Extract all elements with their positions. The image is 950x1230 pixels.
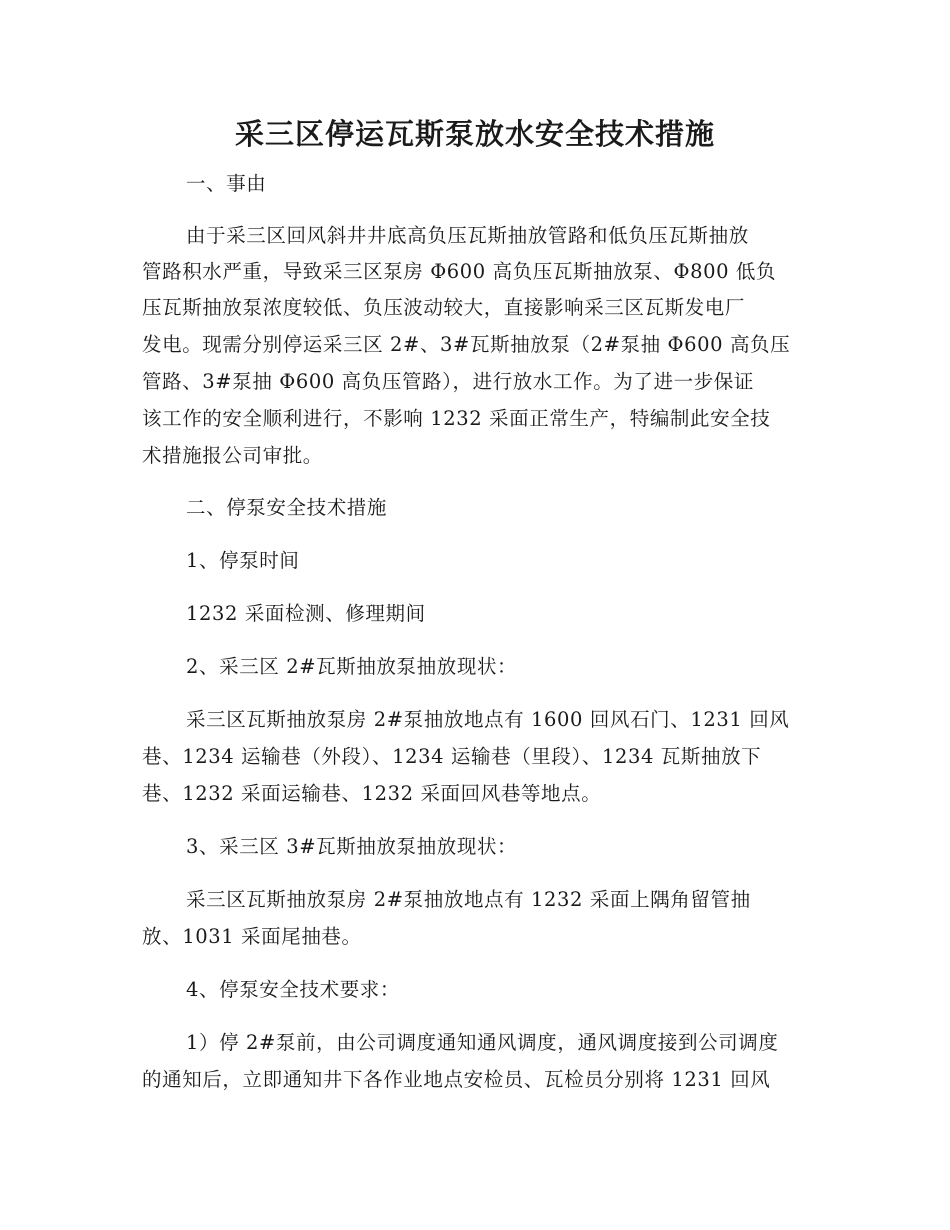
section-heading-measures: 二、停泵安全技术措施 <box>186 496 388 519</box>
paragraph-line: 放、1031 采面尾抽巷。 <box>142 925 362 948</box>
paragraph-line: 采三区瓦斯抽放泵房 2#泵抽放地点有 1232 采面上隅角留管抽 <box>186 888 751 911</box>
paragraph-line: 巷、1234 运输巷（外段）、1234 运输巷（里段）、1234 瓦斯抽放下 <box>142 745 762 768</box>
document-title: 采三区停运瓦斯泵放水安全技术措施 <box>234 117 715 151</box>
paragraph-line: 压瓦斯抽放泵浓度较低、负压波动较大，直接影响采三区瓦斯发电厂 <box>142 296 746 319</box>
item-heading-pump3: 3、采三区 3#瓦斯抽放泵抽放现状： <box>186 835 518 858</box>
paragraph-line: 1）停 2#泵前，由公司调度通知通风调度，通风调度接到公司调度 <box>186 1031 779 1054</box>
paragraph-line: 由于采三区回风斜井井底高负压瓦斯抽放管路和低负压瓦斯抽放 <box>186 224 749 247</box>
paragraph-line: 采三区瓦斯抽放泵房 2#泵抽放地点有 1600 回风石门、1231 回风 <box>186 708 790 731</box>
paragraph-line: 术措施报公司审批。 <box>142 444 323 467</box>
item-heading-stop-time: 1、停泵时间 <box>186 549 300 572</box>
paragraph-line: 巷、1232 采面运输巷、1232 采面回风巷等地点。 <box>142 782 602 805</box>
paragraph-line: 发电。现需分别停运采三区 2#、3#瓦斯抽放泵（2#泵抽 Φ600 高负压 <box>142 333 791 356</box>
section-heading-reason: 一、事由 <box>186 172 267 195</box>
paragraph-line: 管路积水严重，导致采三区泵房 Φ600 高负压瓦斯抽放泵、Φ800 低负 <box>142 260 777 283</box>
paragraph-line: 管路、3#泵抽 Φ600 高负压管路），进行放水工作。为了进一步保证 <box>142 370 754 393</box>
item-heading-pump2: 2、采三区 2#瓦斯抽放泵抽放现状： <box>186 655 518 678</box>
paragraph-line: 该工作的安全顺利进行，不影响 1232 采面正常生产，特编制此安全技 <box>142 407 771 430</box>
item-heading-requirements: 4、停泵安全技术要求： <box>186 978 401 1001</box>
paragraph-line: 的通知后，立即通知井下各作业地点安检员、瓦检员分别将 1231 回风 <box>142 1068 771 1091</box>
item-text-stop-time: 1232 采面检测、修理期间 <box>186 602 426 625</box>
